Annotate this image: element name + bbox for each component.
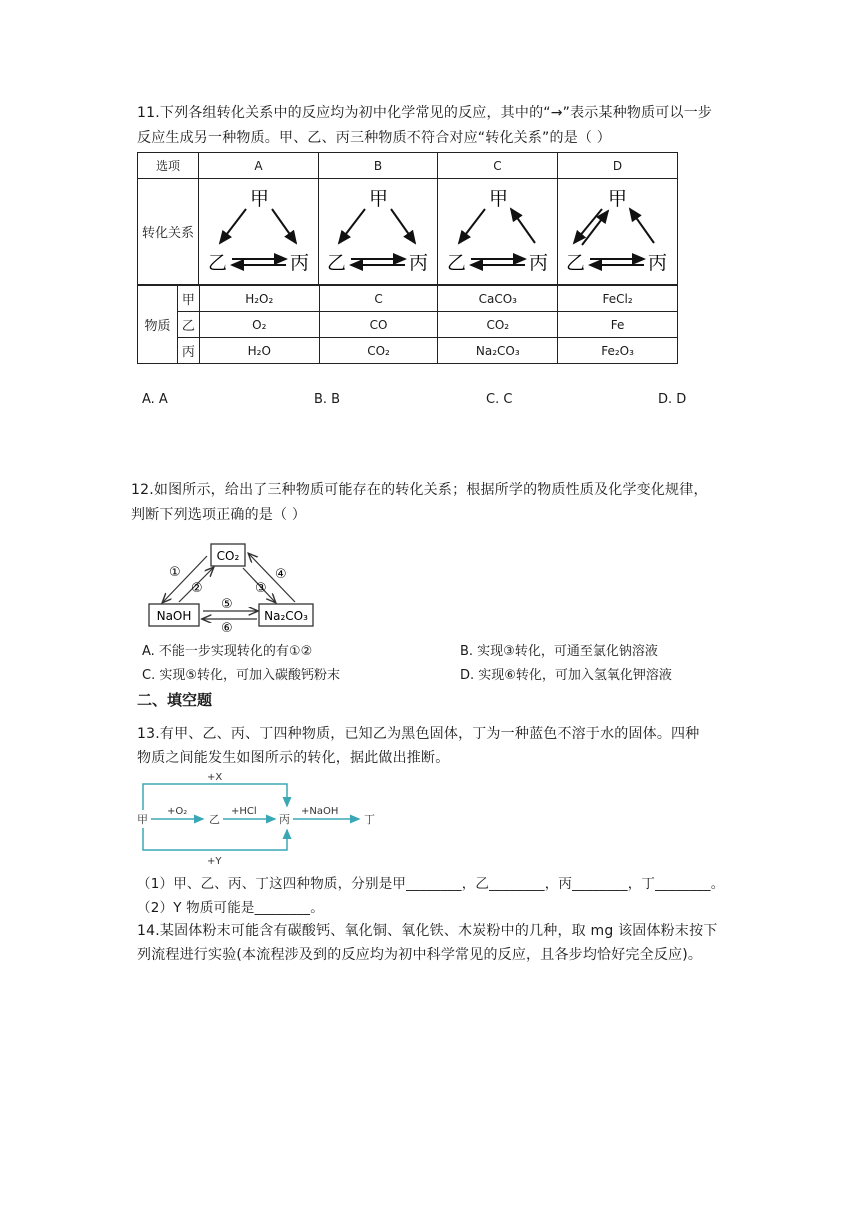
node-naoh: NaOH xyxy=(156,609,192,623)
cell-a-yi: O₂ xyxy=(199,312,319,338)
table-header-cell: D xyxy=(557,153,677,179)
q12-choice-a[interactable]: A. 不能一步实现转化的有①② xyxy=(142,644,313,659)
node-bing: 丙 xyxy=(279,813,290,826)
table-row xyxy=(138,312,678,338)
cell-c-bing: Na₂CO₃ xyxy=(438,338,558,364)
node-jia: 甲 xyxy=(137,813,148,826)
label-3: ③ xyxy=(255,581,267,596)
triangle-diagram-b xyxy=(319,179,437,281)
node-bing: 丙 xyxy=(528,252,548,274)
diagram-d xyxy=(557,179,677,285)
cell-d-bing: Fe₂O₃ xyxy=(558,338,678,364)
cell-d-jia: FeCl₂ xyxy=(558,286,678,312)
diagram-a xyxy=(199,179,319,285)
q14-stem-line1: 14.某固体粉末可能含有碳酸钙、氧化铜、氧化铁、木炭粉中的几种，取 mg 该固体粉末按下 xyxy=(137,923,718,939)
triangle-diagram-d xyxy=(558,179,676,281)
q12-stem-line2: 判断下列选项正确的是（ ） xyxy=(131,507,307,523)
node-bing: 丙 xyxy=(289,252,309,274)
node-jia: 甲 xyxy=(249,188,269,210)
label-6: ⑥ xyxy=(221,621,233,632)
q13-subquestion-1: （1）甲、乙、丙、丁这四种物质，分别是甲________，乙________，丙________，丁________。 xyxy=(137,876,725,892)
table-header-cell: A xyxy=(199,153,319,179)
node-na2co3: Na₂CO₃ xyxy=(264,609,308,623)
q11-choice-a[interactable]: A. A xyxy=(142,392,168,407)
label-x: +X xyxy=(207,772,223,783)
q13-conversion-diagram xyxy=(137,770,387,868)
table-header-cell: C xyxy=(438,153,558,179)
table-row xyxy=(138,338,678,364)
node-ding: 丁 xyxy=(364,813,375,826)
node-yi: 乙 xyxy=(207,252,227,274)
table-row xyxy=(138,286,678,312)
diagram-b xyxy=(319,179,438,285)
table-header-cell: B xyxy=(319,153,438,179)
node-yi: 乙 xyxy=(566,252,586,274)
q11-stem-line1: 11.下列各组转化关系中的反应均为初中化学常见的反应，其中的“→”表示某种物质可以一步 xyxy=(137,105,713,121)
cell-b-bing: CO₂ xyxy=(319,338,438,364)
cell-b-jia: C xyxy=(319,286,438,312)
section-heading-fill-in: 二、填空题 xyxy=(137,691,213,709)
q14-stem-line2: 列流程进行实验(本流程涉及到的反应均为初中科学常见的反应，且各步均恰好完全反应)。 xyxy=(137,947,703,963)
sub-label-jia: 甲 xyxy=(177,286,199,312)
node-yi: 乙 xyxy=(209,813,220,826)
row-label-diagram: 转化关系 xyxy=(138,179,199,285)
q11-choice-c[interactable]: C. C xyxy=(486,392,513,407)
node-jia: 甲 xyxy=(369,188,389,210)
q12-stem-line1: 12.如图所示，给出了三种物质可能存在的转化关系；根据所学的物质性质及化学变化规律， xyxy=(131,482,708,498)
q11-choice-d[interactable]: D. D xyxy=(658,392,687,407)
label-y: +Y xyxy=(207,856,222,867)
q11-substance-table xyxy=(137,285,678,364)
node-yi: 乙 xyxy=(327,252,347,274)
sub-label-bing: 丙 xyxy=(177,338,199,364)
triangle-diagram-a xyxy=(200,179,318,281)
cell-c-jia: CaCO₃ xyxy=(438,286,558,312)
triangle-diagram-c xyxy=(439,179,557,281)
node-jia: 甲 xyxy=(488,188,508,210)
q11-stem-line2: 反应生成另一种物质。甲、乙、丙三种物质不符合对应“转化关系”的是（ ） xyxy=(137,130,611,146)
node-bing: 丙 xyxy=(409,252,429,274)
node-bing: 丙 xyxy=(648,252,668,274)
q13-stem-line1: 13.有甲、乙、丙、丁四种物质，已知乙为黑色固体，丁为一种蓝色不溶于水的固体。四种 xyxy=(137,726,700,742)
q12-choice-c[interactable]: C. 实现⑤转化，可加入碳酸钙粉末 xyxy=(142,668,340,683)
q12-conversion-diagram xyxy=(145,540,325,632)
table-row-diagrams xyxy=(138,179,678,285)
q12-choice-d[interactable]: D. 实现⑥转化，可加入氢氧化钾溶液 xyxy=(460,668,672,683)
table-header-cell: 选项 xyxy=(138,153,199,179)
q13-subquestion-2: （2）Y 物质可能是________。 xyxy=(137,900,324,916)
cell-d-yi: Fe xyxy=(558,312,678,338)
diagram-c xyxy=(438,179,558,285)
label-naoh: +NaOH xyxy=(301,806,339,817)
node-co2: CO₂ xyxy=(216,549,240,563)
cell-c-yi: CO₂ xyxy=(438,312,558,338)
label-2: ② xyxy=(191,581,203,596)
label-1: ① xyxy=(169,565,181,580)
q11-options-table xyxy=(137,152,678,285)
label-5: ⑤ xyxy=(221,597,233,612)
node-yi: 乙 xyxy=(446,252,466,274)
q11-choice-b[interactable]: B. B xyxy=(314,392,341,407)
node-jia: 甲 xyxy=(608,188,628,210)
label-o2: +O₂ xyxy=(167,806,188,817)
label-4: ④ xyxy=(275,567,287,582)
row-label-substance: 物质 xyxy=(138,286,178,364)
sub-label-yi: 乙 xyxy=(177,312,199,338)
q13-stem-line2: 物质之间能发生如图所示的转化，据此做出推断。 xyxy=(137,750,450,766)
cell-a-jia: H₂O₂ xyxy=(199,286,319,312)
table-header-row xyxy=(138,153,678,179)
cell-b-yi: CO xyxy=(319,312,438,338)
q12-choice-b[interactable]: B. 实现③转化，可通至氯化钠溶液 xyxy=(460,644,658,659)
cell-a-bing: H₂O xyxy=(199,338,319,364)
label-hcl: +HCl xyxy=(231,806,257,817)
